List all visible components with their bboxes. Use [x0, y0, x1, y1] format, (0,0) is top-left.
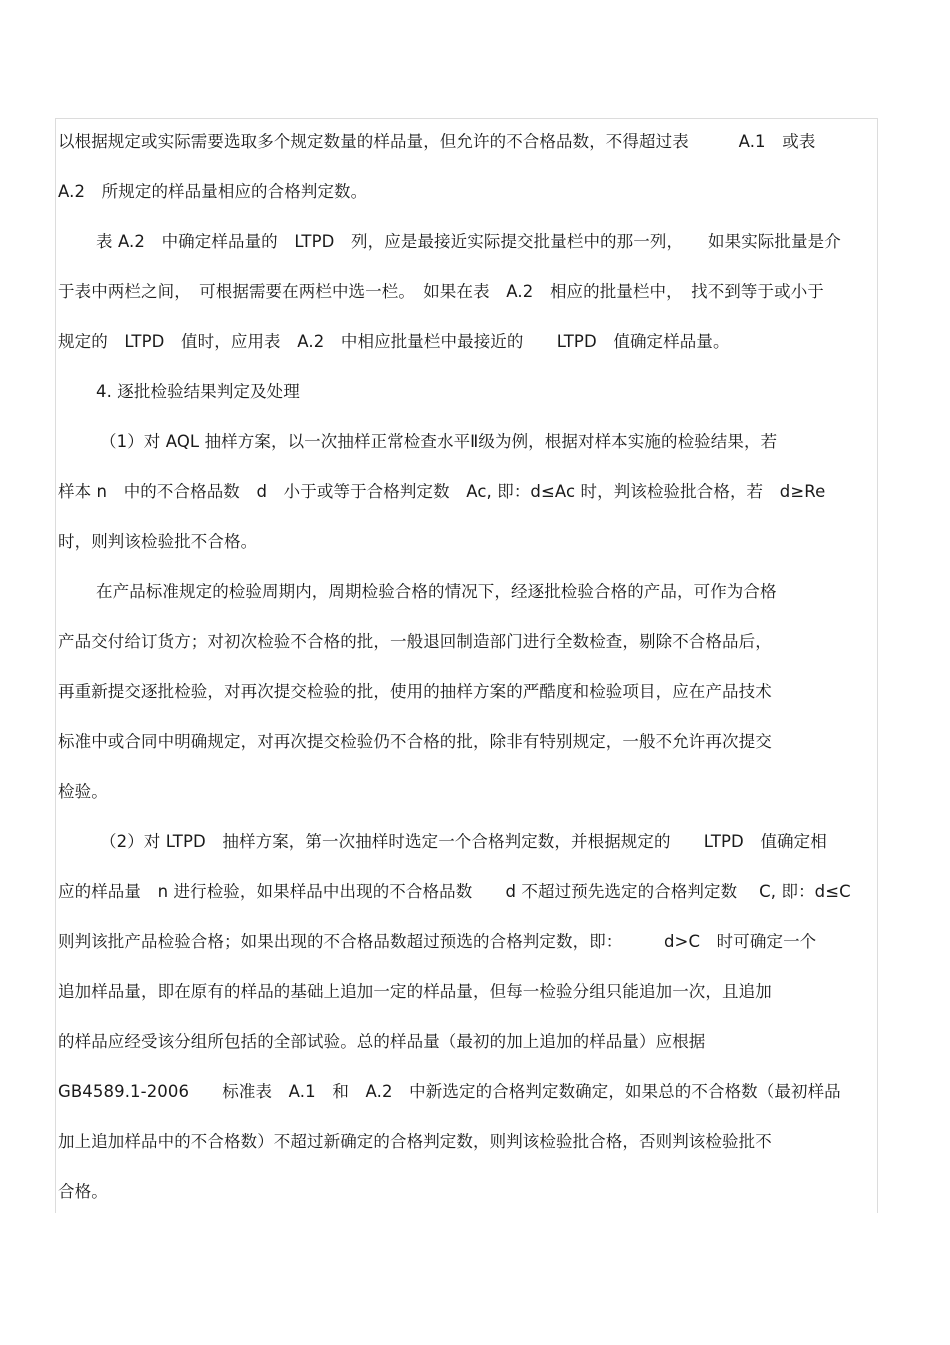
text-line-5: 规定的 LTPD 值时，应用表 A.2 中相应批量栏中最接近的 LTPD 值确定样品量。	[58, 332, 730, 351]
text-line-10: 在产品标准规定的检验周期内，周期检验合格的情况下，经逐批检验合格的产品，可作为合格	[96, 582, 777, 601]
text-line-7: （1）对 AQL 抽样方案，以一次抽样正常检查水平Ⅱ级为例，根据对样本实施的检验结果，若	[100, 432, 778, 451]
text-line-11: 产品交付给订货方；对初次检验不合格的批，一般退回制造部门进行全数检查，剔除不合格品后，	[58, 632, 772, 651]
text-line-8: 样本 n 中的不合格品数 d 小于或等于合格判定数 Ac, 即：d≤Ac 时，判该检验批合格，若 d≥Re	[58, 482, 826, 501]
text-line-9: 时，则判该检验批不合格。	[58, 532, 258, 551]
text-line-22: 合格。	[58, 1182, 108, 1201]
text-line-14: 检验。	[58, 782, 108, 801]
text-line-18: 追加样品量，即在原有的样品的基础上追加一定的样品量，但每一检验分组只能追加一次，且追加	[58, 982, 772, 1001]
text-line-17: 则判该批产品检验合格；如果出现的不合格品数超过预选的合格判定数，即： d>C 时可确定一个	[58, 932, 817, 951]
section-heading: 4. 逐批检验结果判定及处理	[96, 382, 300, 401]
text-line-20: GB4589.1-2006 标准表 A.1 和 A.2 中新选定的合格判定数确定，如果总的不合格数（最初样品	[58, 1082, 841, 1101]
text-line-2: A.2 所规定的样品量相应的合格判定数。	[58, 182, 368, 201]
text-line-13: 标准中或合同中明确规定，对再次提交检验仍不合格的批，除非有特别规定，一般不允许再次提交	[58, 732, 772, 751]
text-line-19: 的样品应经受该分组所包括的全部试验。总的样品量（最初的加上追加的样品量）应根据	[58, 1032, 706, 1051]
text-line-21: 加上追加样品中的不合格数）不超过新确定的合格判定数，则判该检验批合格，否则判该检验批不	[58, 1132, 772, 1151]
text-line-16: 应的样品量 n 进行检验，如果样品中出现的不合格品数 d 不超过预先选定的合格判定数 C, 即：d≤C	[58, 882, 851, 901]
text-line-3: 表 A.2 中确定样品量的 LTPD 列，应是最接近实际提交批量栏中的那一列， 如果实际批量是介	[96, 232, 841, 251]
text-line-1: 以根据规定或实际需要选取多个规定数量的样品量，但允许的不合格品数，不得超过表 A.1 或表	[58, 132, 816, 151]
text-line-4: 于表中两栏之间， 可根据需要在两栏中选一栏。 如果在表 A.2 相应的批量栏中， 找不到等于或小于	[58, 282, 824, 301]
text-line-12: 再重新提交逐批检验，对再次提交检验的批，使用的抽样方案的严酷度和检验项目，应在产品技术	[58, 682, 772, 701]
text-line-15: （2）对 LTPD 抽样方案，第一次抽样时选定一个合格判定数，并根据规定的 LTPD 值确定相	[100, 832, 827, 851]
